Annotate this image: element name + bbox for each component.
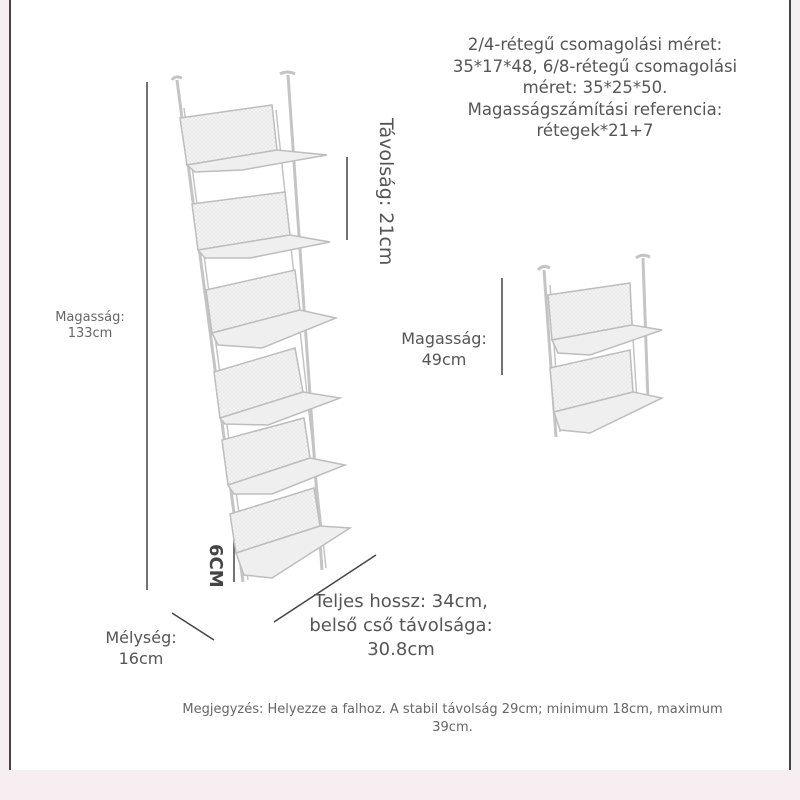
- packaging-line: rétegek*21+7: [536, 121, 654, 140]
- bottom-gap-label: 6CM: [205, 544, 226, 588]
- tall-shelf-tiers: [180, 105, 350, 578]
- installation-note: Megjegyzés: Helyezze a falhoz. A stabil távolság 29cm; minimum 18cm, maximum 39cm.: [182, 702, 723, 735]
- packaging-info: [425, 34, 765, 142]
- depth-title: Mélység:: [105, 628, 177, 647]
- packaging-line: 35*17*48, 6/8-rétegű csomagolási: [452, 56, 738, 76]
- short-height-label: [390, 328, 498, 370]
- packaging-line: 2/4-rétegű csomagolási méret:: [467, 35, 723, 54]
- packaging-line: méret: 35*25*50.: [522, 78, 668, 97]
- depth-value: 16cm: [118, 649, 164, 668]
- spacing-label: Távolság: 21cm: [375, 118, 397, 266]
- length-line: 30.8cm: [367, 639, 435, 660]
- depth-label: [96, 627, 186, 669]
- packaging-line: Magasságszámítási referencia:: [467, 99, 723, 119]
- short-height-value: 49cm: [421, 350, 467, 369]
- tall-height-title: Magasság:: [55, 310, 125, 325]
- short-height-title: Magasság:: [401, 329, 487, 348]
- length-label: [296, 590, 506, 662]
- length-line: Teljes hossz: 34cm,: [314, 591, 488, 612]
- tall-height-label: [30, 310, 150, 342]
- tall-height-value: 133cm: [67, 326, 113, 341]
- length-line: belső cső távolsága:: [309, 615, 493, 636]
